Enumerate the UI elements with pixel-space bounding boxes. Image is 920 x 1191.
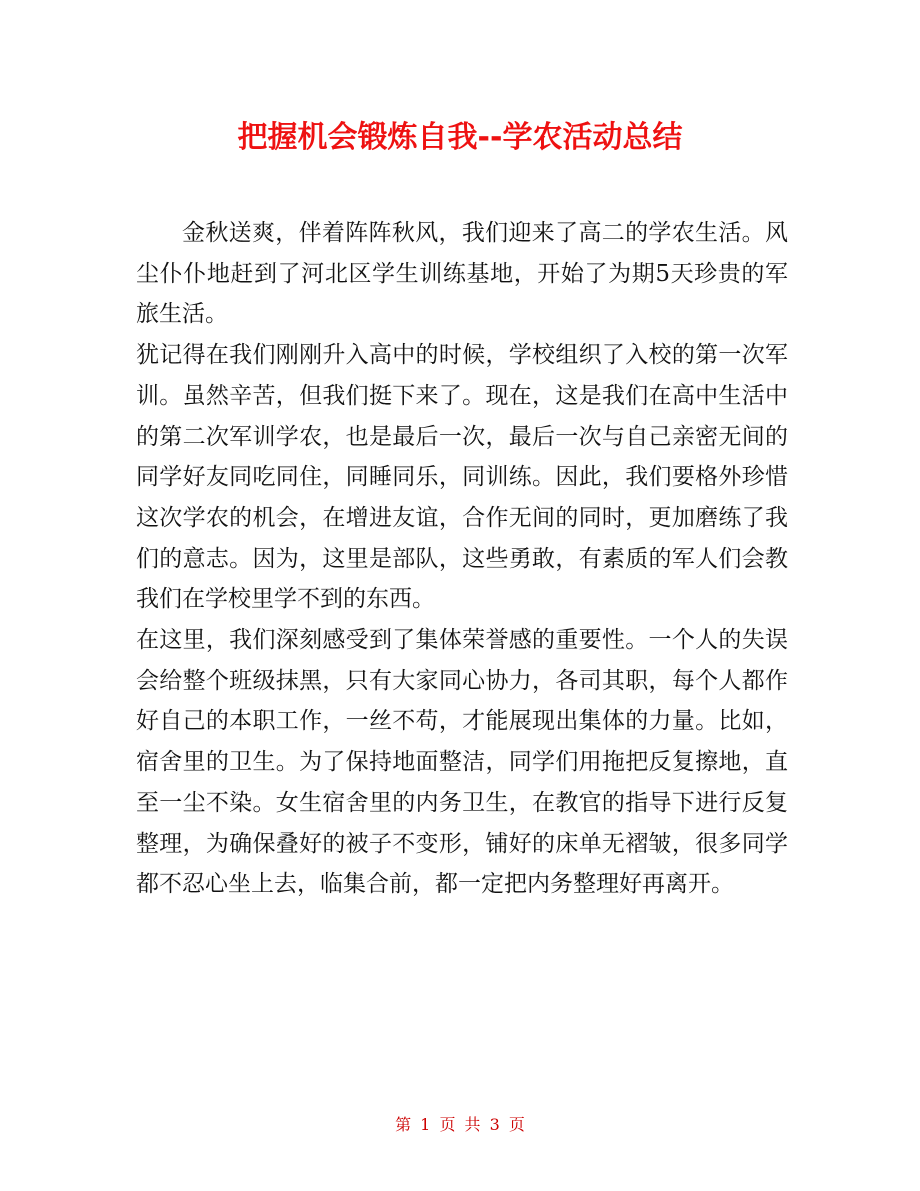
document-title: 把握机会锻炼自我--学农活动总结 <box>237 120 683 155</box>
document-body <box>136 213 788 905</box>
paragraph-3: 在这里，我们深刻感受到了集体荣誉感的重要性。一个人的失误会给整个班级抹黑，只有大家同心协力，各司其职，每个人都作好自己的本职工作，一丝不苟，才能展现出集体的力量。比如，宿舍里的卫生。为了保持地面整洁，同学们用拖把反复擦地，直至一尘不染。女生宿舍里的内务卫生，在教官的指导下进行反复整理，为确保叠好的被子不变形，铺好的床单无褶皱，很多同学都不忍心坐上去，临集合前，都一定把内务整理好再离开。 <box>136 627 788 898</box>
page-number-footer: 第 1 页 共 3 页 <box>395 1115 525 1134</box>
paragraph-2: 犹记得在我们刚刚升入高中的时候，学校组织了入校的第一次军训。虽然辛苦，但我们挺下来了。现在，这是我们在高中生活中的第二次军训学农，也是最后一次，最后一次与自己亲密无间的同学好友同吃同住，同睡同乐，同训练。因此，我们要格外珍惜这次学农的机会，在增进友谊，合作无间的同时，更加磨练了我们的意志。因为，这里是部队，这些勇敢，有素质的军人们会教我们在学校里学不到的东西。 <box>136 342 788 613</box>
paragraph-1: 金秋送爽，伴着阵阵秋风，我们迎来了高二的学农生活。风尘仆仆地赶到了河北区学生训练基地，开始了为期5天珍贵的军旅生活。 <box>136 220 788 328</box>
